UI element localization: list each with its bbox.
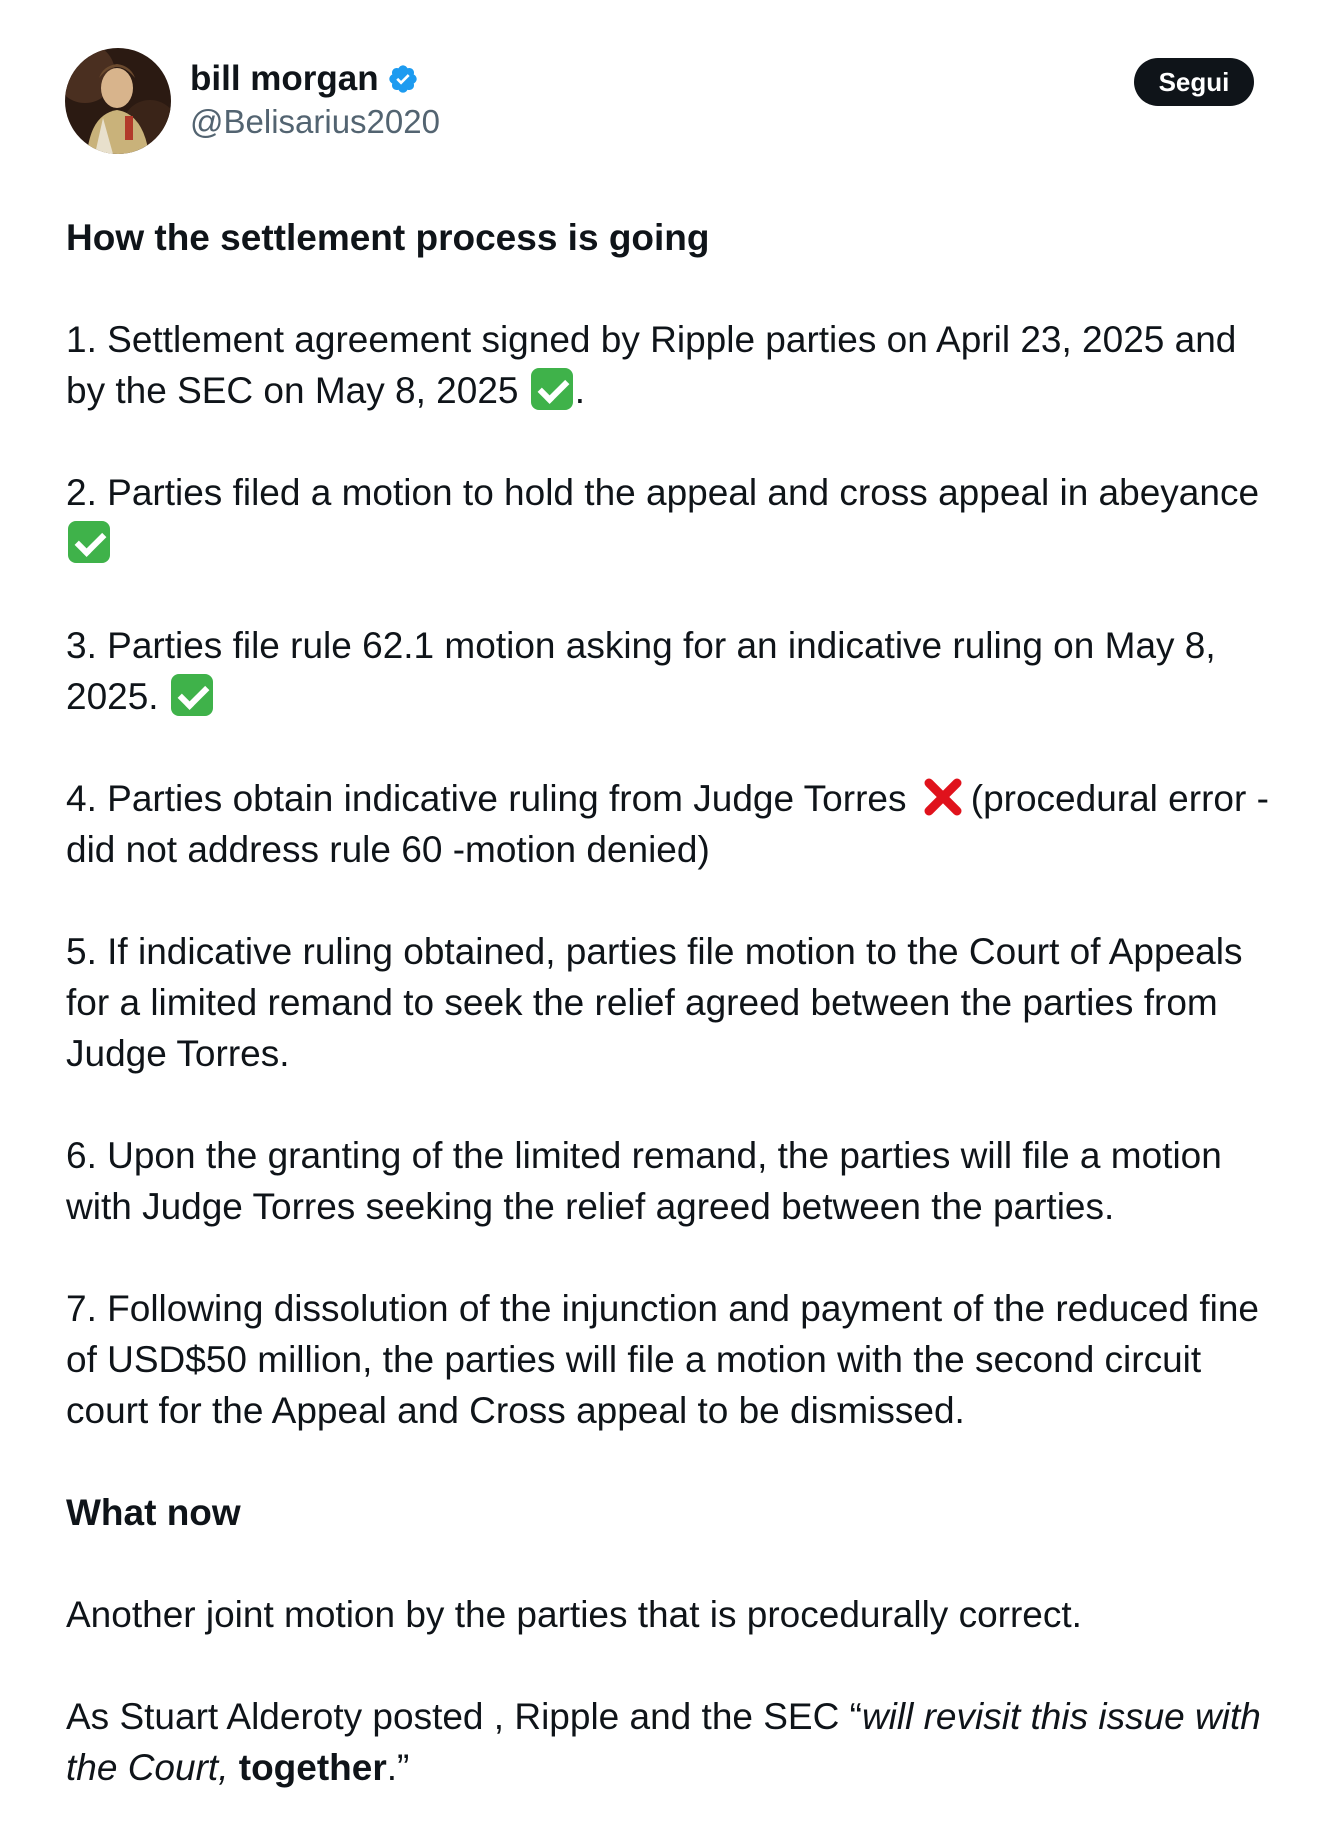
quote-text-end: .” xyxy=(386,1747,410,1788)
check-mark-icon xyxy=(68,521,110,563)
tweet-subheading: What now xyxy=(66,1492,241,1533)
quote-bold-text: together xyxy=(228,1747,387,1788)
list-item xyxy=(66,314,1276,416)
tweet-quote xyxy=(66,1691,1276,1793)
tweet-body xyxy=(66,212,1276,1844)
list-item-text-end: (procedural error - did not address rule 60 -motion denied) xyxy=(66,778,1269,870)
cross-mark-icon xyxy=(921,775,965,819)
list-item xyxy=(66,467,1276,569)
author-name[interactable]: bill morgan xyxy=(190,59,379,98)
list-item: 5. If indicative ruling obtained, parties file motion to the Court of Appeals for a limited remand to seek the relief agreed between the parties from Judge Torres. xyxy=(66,931,1243,1074)
quote-text: As Stuart Alderoty posted , Ripple and the SEC “ xyxy=(66,1696,862,1737)
list-item-text: 4. Parties obtain indicative ruling from Judge Torres xyxy=(66,778,917,819)
follow-button[interactable]: Segui xyxy=(1134,58,1254,106)
list-item-text: 1. Settlement agreement signed by Ripple parties on April 23, 2025 and by the SEC on May 8, 2025 xyxy=(66,319,1237,411)
author-name-row xyxy=(190,58,419,100)
avatar-image xyxy=(65,48,171,154)
tweet-paragraph: Another joint motion by the parties that is procedurally correct. xyxy=(66,1594,1082,1635)
list-item-text-end: . xyxy=(574,370,586,411)
tweet-heading: How the settlement process is going xyxy=(66,217,710,258)
list-item-text: 2. Parties filed a motion to hold the appeal and cross appeal in abeyance xyxy=(66,472,1260,513)
author-handle[interactable]: @Belisarius2020 xyxy=(190,103,440,140)
check-mark-icon xyxy=(531,368,573,410)
list-item xyxy=(66,773,1276,875)
list-item: 7. Following dissolution of the injunction and payment of the reduced fine of USD$50 million, the parties will file a motion with the second circuit court for the Appeal and Cross appeal to be dismissed. xyxy=(66,1288,1259,1431)
avatar[interactable] xyxy=(65,48,171,154)
quote-italic-text: will revisit this issue with the Court, xyxy=(66,1696,1261,1788)
list-item xyxy=(66,620,1276,722)
verified-badge-icon xyxy=(387,63,419,95)
list-item-text: 3. Parties file rule 62.1 motion asking for an indicative ruling on May 8, 2025. xyxy=(66,625,1216,717)
tweet-header xyxy=(0,0,1328,170)
list-item: 6. Upon the granting of the limited remand, the parties will file a motion with Judge Torres seeking the relief agreed between the parties. xyxy=(66,1135,1222,1227)
check-mark-icon xyxy=(171,674,213,716)
